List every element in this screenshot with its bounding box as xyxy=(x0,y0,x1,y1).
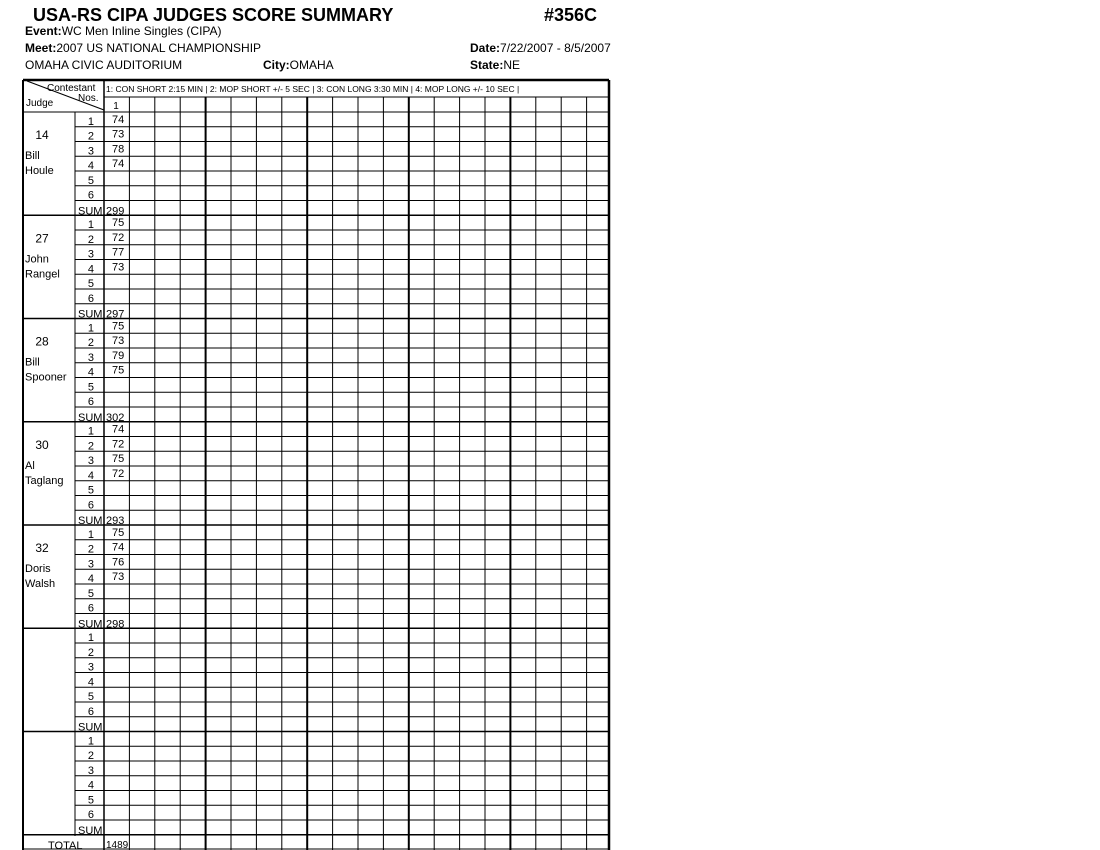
row-label: 4 xyxy=(87,676,94,689)
judge-number: 28 xyxy=(35,334,49,349)
row-label: 6 xyxy=(87,602,94,615)
row-label: 2 xyxy=(87,543,94,556)
row-label: 2 xyxy=(87,233,94,246)
row-label: 1 xyxy=(87,115,94,128)
state-value: NE xyxy=(503,58,521,72)
row-label: 6 xyxy=(87,705,94,718)
score-cell: 74 xyxy=(112,158,125,170)
score-cell: 73 xyxy=(112,335,125,347)
sum-label: SUM xyxy=(78,618,103,631)
judge-last-name: Spooner xyxy=(25,371,67,384)
row-label: 1 xyxy=(87,219,94,231)
total-label: TOTAL xyxy=(48,840,83,850)
row-label: 1 xyxy=(87,632,94,644)
meet-label: Meet: xyxy=(25,41,57,55)
sum-label: SUM xyxy=(78,721,103,734)
row-label: 3 xyxy=(87,248,94,261)
row-label: 6 xyxy=(87,292,94,305)
row-label: 1 xyxy=(87,322,94,335)
score-cell: 72 xyxy=(112,467,125,480)
event-value: WC Men Inline Singles (CIPA) xyxy=(61,24,222,38)
row-label: 2 xyxy=(87,130,94,143)
judge-first-name: Doris xyxy=(25,563,51,575)
sum-cell: 298 xyxy=(106,618,125,631)
score-cell: 74 xyxy=(112,113,125,126)
row-label: 1 xyxy=(87,528,94,541)
judge-number: 27 xyxy=(35,231,49,246)
row-label: 6 xyxy=(87,396,94,408)
row-label: 5 xyxy=(87,691,94,703)
judge-last-name: Rangel xyxy=(25,268,60,281)
sum-cell: 302 xyxy=(106,411,125,424)
date-value: 7/22/2007 - 8/5/2007 xyxy=(500,41,611,55)
row-label: 5 xyxy=(87,278,94,290)
venue: OMAHA CIVIC AUDITORIUM xyxy=(25,58,183,72)
sum-cell: 293 xyxy=(106,515,125,527)
row-label: 6 xyxy=(87,189,94,202)
score-cell: 75 xyxy=(112,320,125,333)
row-label: 5 xyxy=(87,174,94,187)
row-label: 4 xyxy=(87,263,94,276)
total-value: 1489 xyxy=(106,840,129,850)
judge-first-name: Bill xyxy=(25,150,40,162)
corner-nos-label: Nos. xyxy=(78,93,99,104)
form-number: #356C xyxy=(544,5,598,25)
row-label: 2 xyxy=(87,646,94,659)
score-cell: 73 xyxy=(112,128,125,141)
score-cell: 78 xyxy=(112,143,125,156)
category-header: 1: CON SHORT 2:15 MIN | 2: MOP SHORT +/- 5 SEC | 3: CON LONG 3:30 MIN | 4: MOP LONG +/- 10 SEC | xyxy=(106,84,520,94)
score-cell: 75 xyxy=(112,364,125,377)
row-label: 1 xyxy=(87,735,94,748)
sum-label: SUM xyxy=(78,205,103,218)
judge-last-name: Houle xyxy=(25,165,54,177)
score-cell: 73 xyxy=(112,261,125,274)
score-cell: 77 xyxy=(112,246,125,259)
score-cell: 72 xyxy=(112,231,125,244)
judge-number: 32 xyxy=(35,541,49,555)
date-label: Date: xyxy=(470,41,501,55)
row-label: 6 xyxy=(87,499,94,512)
judge-first-name: Al xyxy=(25,459,35,472)
score-cell: 75 xyxy=(112,453,125,465)
row-label: 4 xyxy=(87,366,94,379)
row-label: 2 xyxy=(87,337,94,349)
sum-label: SUM xyxy=(78,515,103,527)
row-label: 3 xyxy=(87,764,94,777)
judge-last-name: Taglang xyxy=(25,474,64,487)
corner-judge-label: Judge xyxy=(26,98,54,109)
score-cell: 74 xyxy=(112,541,125,554)
contestant-number: 1 xyxy=(113,101,119,112)
sum-cell: 299 xyxy=(106,205,125,218)
state-label: State: xyxy=(470,58,504,72)
sum-label: SUM xyxy=(78,824,103,837)
score-cell: 74 xyxy=(112,423,125,436)
sum-label: SUM xyxy=(78,411,103,424)
row-label: 2 xyxy=(87,750,94,762)
meet-value: 2007 US NATIONAL CHAMPIONSHIP xyxy=(56,41,262,55)
row-label: 4 xyxy=(87,573,94,585)
row-label: 5 xyxy=(87,587,94,600)
row-label: 5 xyxy=(87,484,94,497)
score-cell: 72 xyxy=(112,438,125,451)
row-label: 5 xyxy=(87,381,94,394)
score-cell: 75 xyxy=(112,217,125,229)
city-label: City: xyxy=(263,58,290,72)
corner-contestant-label: Contestant xyxy=(47,83,96,94)
row-label: 4 xyxy=(87,779,94,792)
score-cell: 75 xyxy=(112,526,125,539)
row-label: 3 xyxy=(87,351,94,364)
row-label: 3 xyxy=(87,145,94,158)
row-label: 2 xyxy=(87,440,94,453)
judge-last-name: Walsh xyxy=(25,578,56,590)
event-label: Event: xyxy=(25,24,62,38)
city-value: OMAHA xyxy=(289,58,334,72)
judge-first-name: Bill xyxy=(25,356,40,369)
judge-number: 30 xyxy=(35,437,49,452)
judge-number: 14 xyxy=(35,128,49,142)
row-label: 1 xyxy=(87,425,94,438)
row-label: 4 xyxy=(87,469,94,482)
score-cell: 76 xyxy=(112,556,125,569)
sum-cell: 297 xyxy=(106,308,125,321)
row-label: 3 xyxy=(87,455,94,467)
row-label: 3 xyxy=(87,558,94,571)
row-label: 6 xyxy=(87,809,94,821)
sum-label: SUM xyxy=(78,308,103,321)
row-label: 4 xyxy=(87,160,94,172)
judge-first-name: John xyxy=(25,253,49,266)
row-label: 3 xyxy=(87,661,94,674)
row-label: 5 xyxy=(87,794,94,807)
score-cell: 79 xyxy=(112,349,125,362)
page-title: USA-RS CIPA JUDGES SCORE SUMMARY xyxy=(33,5,394,25)
score-cell: 73 xyxy=(112,571,125,583)
